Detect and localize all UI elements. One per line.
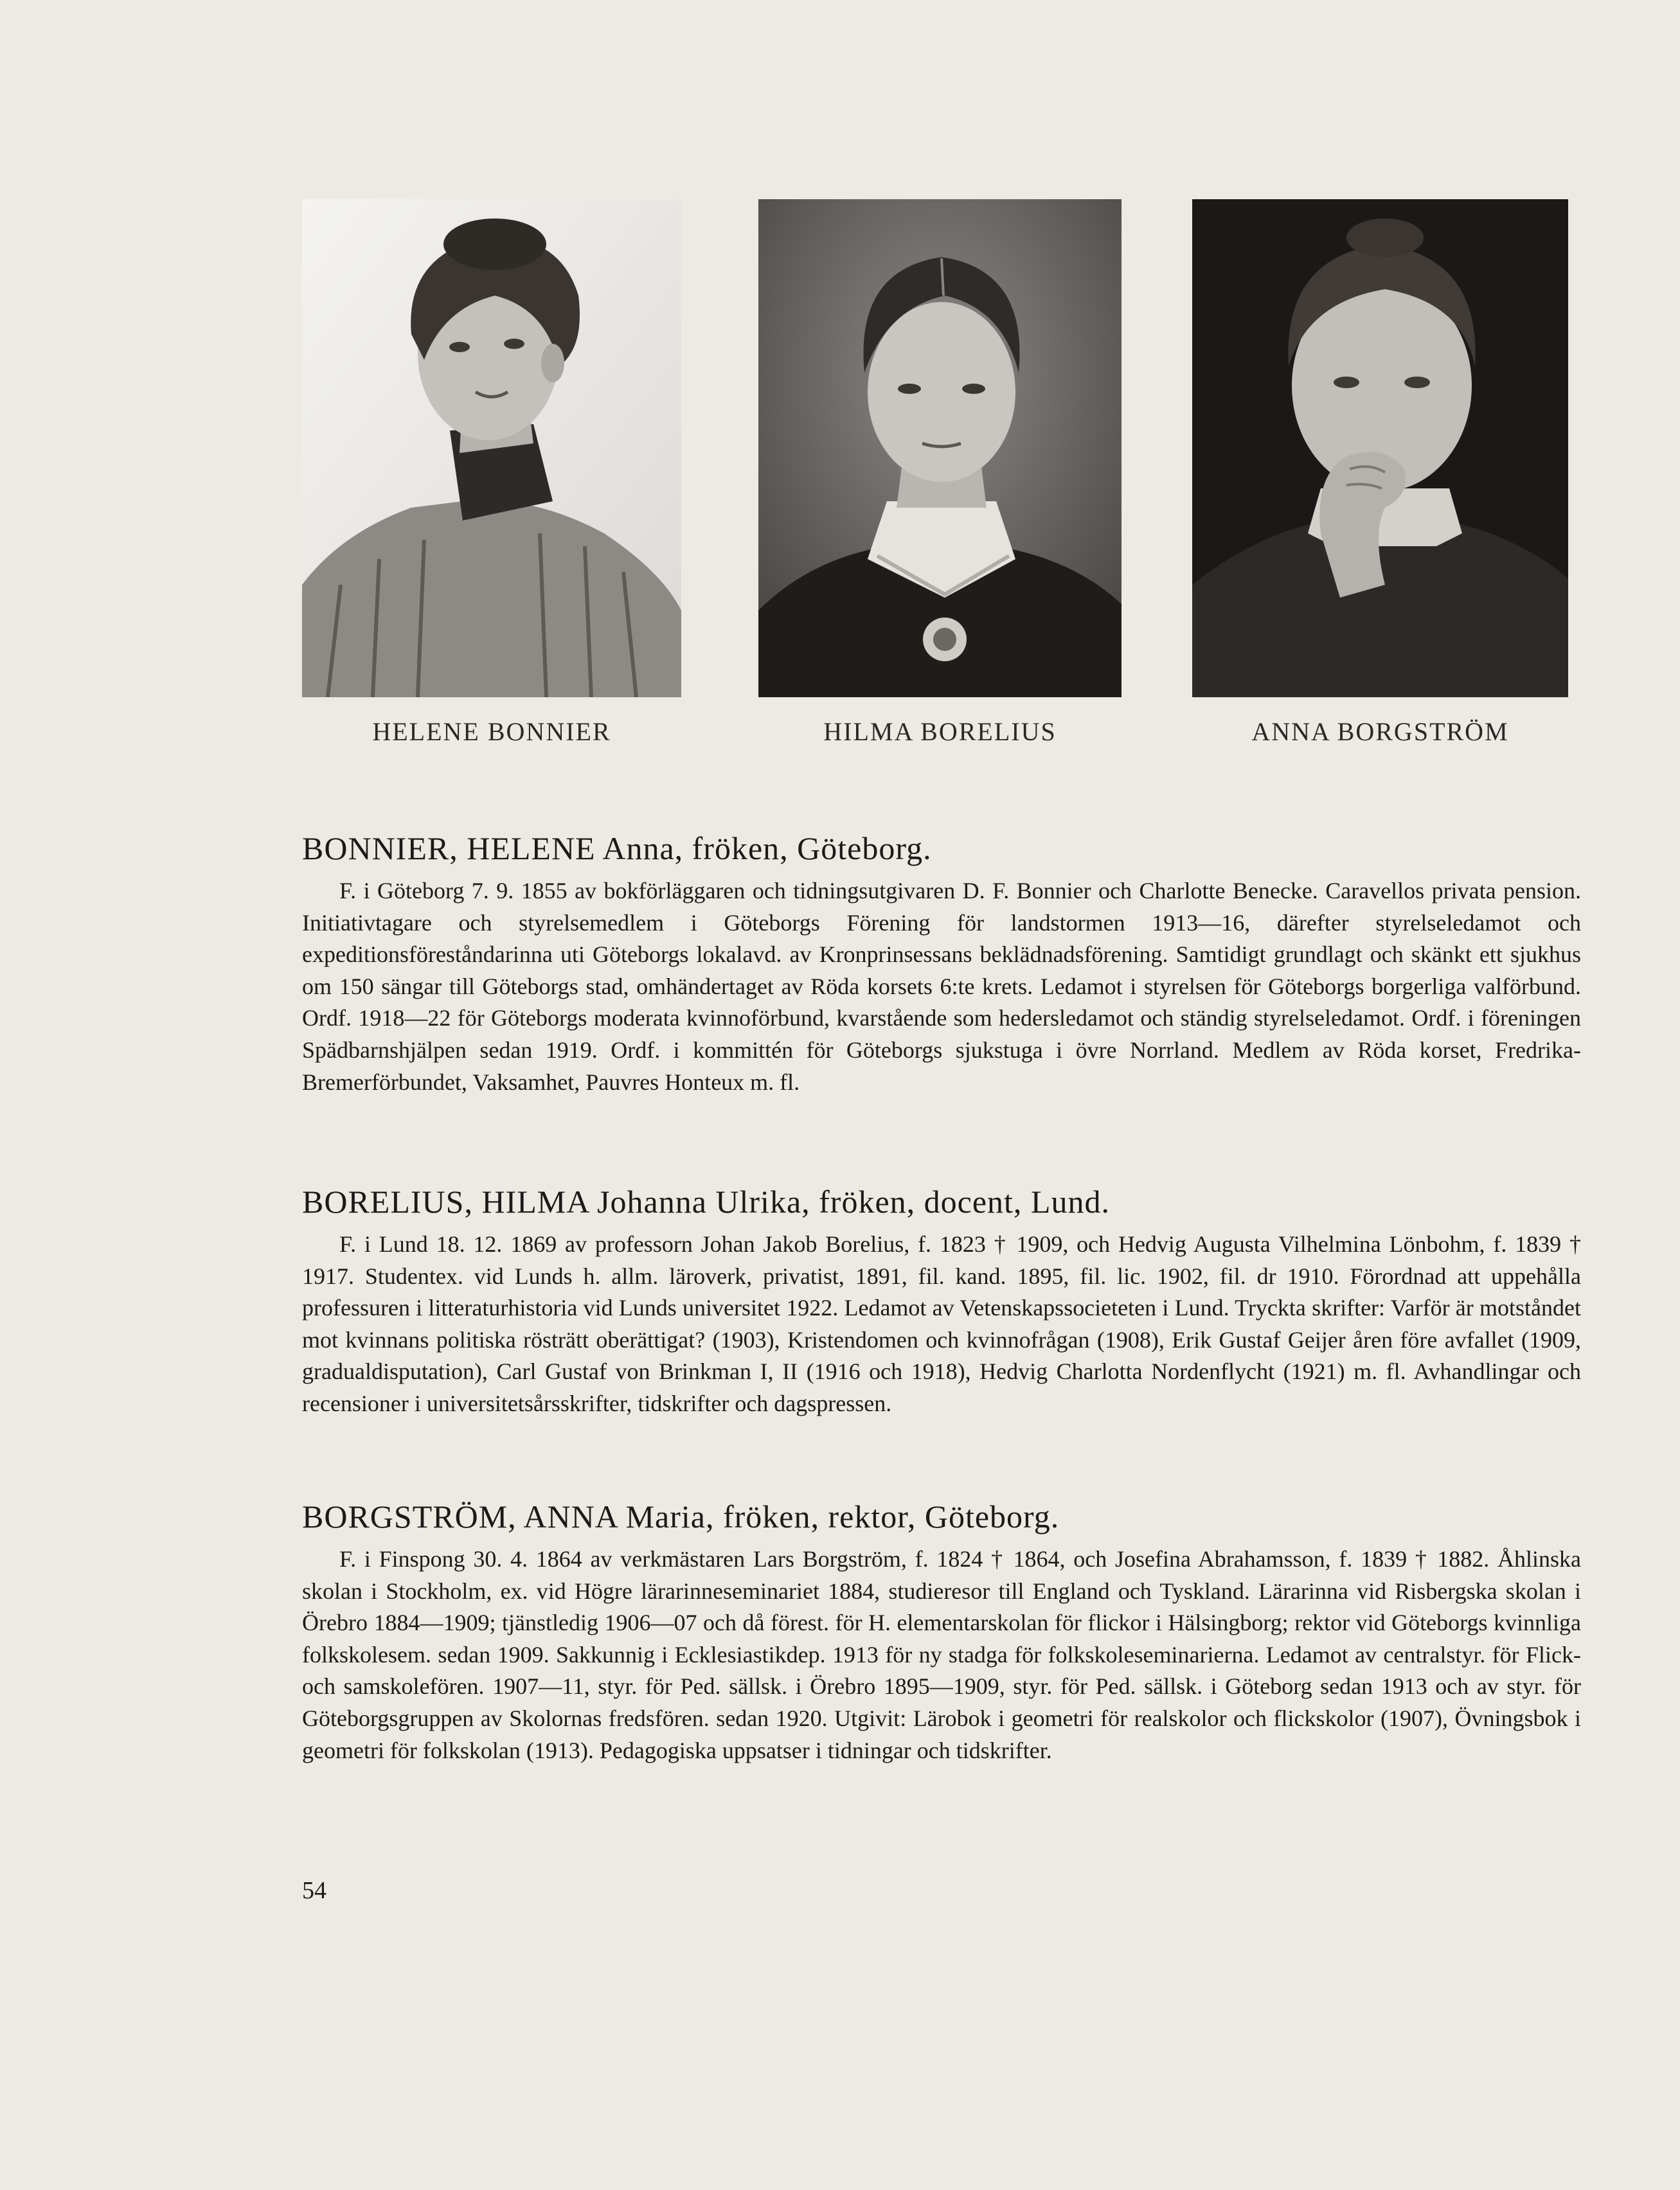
portrait-caption-2: HILMA BORELIUS — [823, 717, 1057, 746]
portrait-photo-anna-borgstrom — [1192, 199, 1568, 697]
page-number: 54 — [302, 1877, 326, 1904]
biography-entry-bonnier — [302, 829, 1581, 1098]
biography-entry-borgstrom — [302, 1497, 1581, 1767]
entry-heading: BORGSTRÖM, ANNA Maria, fröken, rektor, Göteborg. — [302, 1499, 1060, 1535]
entry-body: F. i Göteborg 7. 9. 1855 av bokförläggaren och tidningsutgivaren D. F. Bonnier och Charlotte Benecke. Caravellos privata pension. Initiativtagare och styrelsemedlem i Göteborgs Förening för landstormen 1913—16, därefter styrelseledamot och expeditionsföreståndarinna uti Göteborgs lokalavd. av Kronprinsessans beklädnadsförening. Samtidigt grundlagt och skänkt ett sjukhus om 150 sängar till Göteborgs stad, omhändertaget av Röda korsets 6:te krets. Ledamot i styrelsen för Göteborgs borgerliga valförbund. Ordf. 1918—22 för Göteborgs moderata kvinnoförbund, kvarstående som hedersledamot och ständig styrelseledamot. Ordf. i föreningen Spädbarnshjälpen sedan 1919. Ordf. i kommittén för Göteborgs sjukstuga i övre Norrland. Medlem av Röda korset, Fredrika-Bremerförbundet, Vaksamhet, Pauvres Honteux m. fl. — [302, 878, 1581, 1095]
entry-heading: BONNIER, HELENE Anna, fröken, Göteborg. — [302, 830, 932, 866]
portrait-caption-1: HELENE BONNIER — [372, 717, 611, 746]
entry-body: F. i Finspong 30. 4. 1864 av verkmästaren Lars Borgström, f. 1824 † 1864, och Josefina Abrahamsson, f. 1839 † 1882. Åhlinska skolan i Stockholm, ex. vid Högre lärarinneseminariet 1884, studieresor till England och Tyskland. Lärarinna vid Risbergska skolan i Örebro 1884—1909; tjänstledig 1906—07 och då förest. för H. elementarskolan för flickor i Hälsingborg; rektor vid Göteborgs kvinnliga folkskolesem. sedan 1909. Sakkunnig i Ecklesiastikdep. 1913 för ny stadga för folkskoleseminarierna. Ledamot av centralstyr. för Flick- och samskolefören. 1907—11, styr. för Ped. sällsk. i Örebro 1895—1909, styr. för Ped. sällsk. i Göteborg sedan 1913 och av styr. för Göteborgsgruppen av Skolornas fredsfören. sedan 1920. Utgivit: Lärobok i geometri för realskolor och flickskolor (1907), Övningsbok i geometri för folkskolan (1913). Pedagogiska uppsatser i tidningar och tidskrifter. — [302, 1546, 1581, 1763]
biography-entry-borelius — [302, 1182, 1581, 1420]
portrait-photo-hilma-borelius — [758, 199, 1121, 697]
portrait-caption-3: ANNA BORGSTRÖM — [1251, 717, 1509, 746]
entry-heading: BORELIUS, HILMA Johanna Ulrika, fröken, docent, Lund. — [302, 1184, 1110, 1220]
portrait-photo-helene-bonnier — [302, 199, 681, 697]
entry-body: F. i Lund 18. 12. 1869 av professorn Johan Jakob Borelius, f. 1823 † 1909, och Hedvig Augusta Vilhelmina Lönbohm, f. 1839 † 1917. Studentex. vid Lunds h. allm. läroverk, privatist, 1891, fil. kand. 1895, fil. lic. 1902, fil. dr 1910. Förordnad att uppehålla professuren i litteraturhistoria vid Lunds universitet 1922. Ledamot av Vetenskapssocieteten i Lund. Tryckta skrifter: Varför är motståndet mot kvinnans politiska rösträtt oberättigat? (1903), Kristendomen och kvinnofrågan (1908), Erik Gustaf Geijer åren före avfallet (1909, gradualdisputation), Carl Gustaf von Brinkman I, II (1916 och 1918), Hedvig Charlotta Nordenflycht (1921) m. fl. Avhandlingar och recensioner i universitetsårsskrifter, tidskrifter och dagspressen. — [302, 1231, 1581, 1416]
portrait-row — [0, 0, 1680, 771]
